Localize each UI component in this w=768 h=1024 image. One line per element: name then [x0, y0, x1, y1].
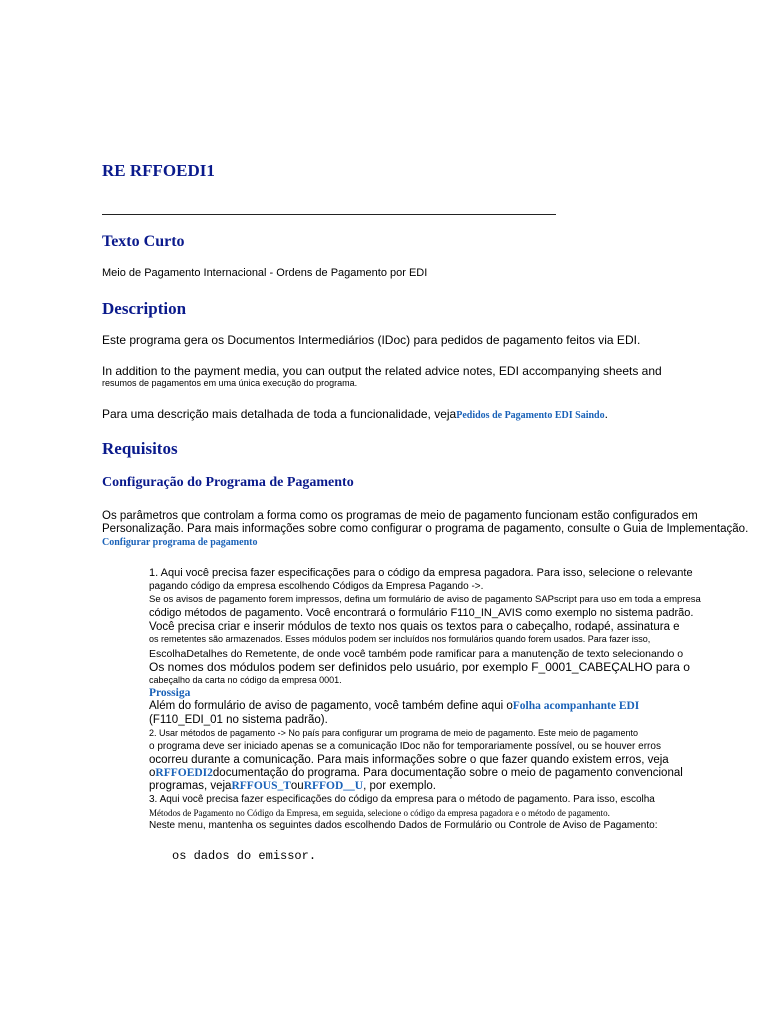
- description-paragraph-1: Este programa gera os Documentos Intermediários (IDoc) para pedidos de pagamento feitos via EDI.: [102, 333, 641, 347]
- step-line-14: o programa deve ser iniciado apenas se a comunicação IDoc não for temporariamente possível, ou se houver erros: [149, 741, 661, 752]
- step-line-9: cabeçalho da carta no código da empresa 0001.: [149, 675, 342, 685]
- description-paragraph-3: [102, 407, 608, 421]
- step-line-5: Você precisa criar e inserir módulos de texto nos quais os textos para o cabeçalho, rodapé, assinatura e: [149, 621, 680, 633]
- description-paragraph-2b: resumos de pagamentos em uma única execução do programa.: [102, 378, 358, 388]
- description-paragraph-3-end: .: [604, 407, 608, 421]
- step-line-4: código métodos de pagamento. Você encontrará o formulário F110_IN_AVIS como exemplo no sistema padrão.: [149, 607, 694, 619]
- page-title: RE RFFOEDI1: [102, 161, 215, 180]
- edi-accompanying-sheet-link[interactable]: Folha acompanhante EDI: [512, 700, 640, 712]
- step-line-17: [149, 780, 436, 792]
- step-line-2: pagando código da empresa escolhendo Códigos da Empresa Pagando ->.: [149, 581, 484, 592]
- short-text-body: Meio de Pagamento Internacional - Ordens de Pagamento por EDI: [102, 267, 428, 279]
- step-line-11-text: Além do formulário de aviso de pagamento, você também define aqui o: [149, 700, 513, 712]
- description-paragraph-3-text: Para uma descrição mais detalhada de toda a funcionalidade, veja: [102, 407, 457, 421]
- description-heading: Description: [102, 299, 187, 318]
- outgoing-edi-payment-orders-link[interactable]: Pedidos de Pagamento EDI Saindo: [456, 410, 605, 421]
- step-line-13: 2. Usar métodos de pagamento -> No país para configurar um programa de meio de pagamento. Este meio de pagamento: [149, 728, 639, 738]
- title-divider: [102, 214, 556, 215]
- requirements-intro-1: Os parâmetros que controlam a forma como os programas de meio de pagamento funcionam estão configurados em: [102, 510, 698, 522]
- step-line-19: Métodos de Pagamento no Código da Empresa, em seguida, selecione o código da empresa pagadora e o método de pagamento.: [149, 808, 610, 818]
- description-paragraph-2a: In addition to the payment media, you can output the related advice notes, EDI accompanying sheets and: [102, 364, 662, 378]
- step-line-1: 1. Aqui você precisa fazer especificações para o código da empresa pagadora. Para isso, selecione o relevante: [149, 567, 693, 579]
- step-line-16: [149, 767, 683, 779]
- step-line-18: 3. Aqui você precisa fazer especificações do código da empresa para o método de pagamento. Para isso, escolha: [149, 794, 655, 805]
- requirements-subheading: Configuração do Programa de Pagamento: [102, 475, 354, 490]
- proceed-link[interactable]: Prossiga: [149, 687, 191, 699]
- requirements-intro-2: Personalização. Para mais informações sobre como configurar o programa de pagamento, consulte o Guia de Implementação.: [102, 523, 749, 535]
- step-line-3: Se os avisos de pagamento forem impressos, defina um formulário de aviso de pagamento SAPscript para uso em toda a empresa: [149, 594, 701, 605]
- step-line-11: [149, 700, 639, 712]
- sender-data-code-line: os dados do emissor.: [172, 849, 317, 863]
- step-line-17-mid: ou: [290, 780, 304, 792]
- rffod-u-link[interactable]: RFFOD__U: [303, 780, 364, 792]
- step-line-17-end: , por exemplo.: [363, 780, 436, 792]
- step-line-12: (F110_EDI_01 no sistema padrão).: [149, 714, 328, 726]
- step-line-8: Os nomes dos módulos podem ser definidos pelo usuário, por exemplo F_0001_CABEÇALHO para o: [149, 660, 690, 674]
- step-line-6: os remetentes são armazenados. Esses módulos podem ser incluídos nos formulários quando forem usados. Para fazer isso,: [149, 634, 651, 644]
- step-line-16-prefix: o: [149, 767, 156, 779]
- short-text-heading: Texto Curto: [102, 233, 185, 250]
- configure-payment-program-link[interactable]: Configurar programa de pagamento: [102, 537, 258, 548]
- step-line-7: EscolhaDetalhes do Remetente, de onde você também pode ramificar para a manutenção de texto selecionando o: [149, 648, 684, 660]
- requirements-heading: Requisitos: [102, 439, 178, 458]
- step-line-17-prefix: programas, veja: [149, 780, 232, 792]
- rffoedi2-link[interactable]: RFFOEDI2: [155, 767, 213, 779]
- step-line-20: Neste menu, mantenha os seguintes dados escolhendo Dados de Formulário ou Controle de Aviso de Pagamento:: [149, 820, 658, 831]
- rffous-t-link[interactable]: RFFOUS_T: [231, 780, 291, 792]
- step-line-15: ocorreu durante a comunicação. Para mais informações sobre o que fazer quando existem erros, veja: [149, 754, 669, 766]
- step-line-16-text: documentação do programa. Para documentação sobre o meio de pagamento convencional: [212, 767, 683, 779]
